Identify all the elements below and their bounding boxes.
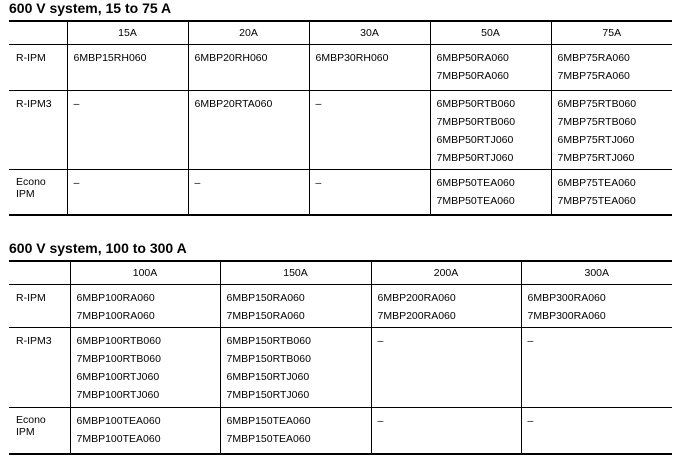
part-number: 6MBP20RTA060 [194, 98, 273, 110]
part-number: 7MBP50TEA060 [436, 195, 515, 207]
header-row [9, 21, 672, 45]
table-cell [309, 170, 430, 215]
table-cell [309, 45, 430, 91]
row-label [9, 91, 67, 170]
header-row [9, 261, 672, 285]
table-cell [521, 285, 672, 328]
part-number: 6MBP150TEA060 [226, 415, 311, 427]
part-number: 6MBP50RTJ060 [436, 134, 514, 146]
part-number: 7MBP200RA060 [377, 310, 456, 322]
part-number: 7MBP150RTJ060 [226, 389, 310, 401]
table-cell [67, 45, 188, 91]
part-number: 7MBP100RTJ060 [76, 389, 160, 401]
part-number: 7MBP300RA060 [527, 310, 606, 322]
part-number: – [315, 177, 322, 189]
table-cell [70, 285, 220, 328]
column-header: 50A [430, 21, 551, 45]
table-cell [220, 285, 371, 328]
part-number: – [73, 177, 80, 189]
part-number: 6MBP30RH060 [315, 52, 389, 64]
part-number: 6MBP50RA060 [436, 52, 509, 64]
part-number: 7MBP50RTJ060 [436, 152, 514, 164]
part-number: 6MBP75RTJ060 [557, 134, 635, 146]
part-number: 7MBP100TEA060 [76, 433, 161, 445]
table-cell [70, 408, 220, 454]
part-number: 7MBP100RTB060 [76, 353, 161, 365]
column-header: 30A [309, 21, 430, 45]
row-label [9, 285, 70, 328]
row-label-text: R-IPM [16, 52, 46, 64]
table-row [9, 285, 672, 328]
column-header: 20A [188, 21, 309, 45]
part-number: 6MBP200RA060 [377, 292, 456, 304]
table-row [9, 408, 672, 454]
part-number: 6MBP150RTB060 [226, 335, 311, 347]
table-cell [188, 170, 309, 215]
part-number: 6MBP100RA060 [76, 292, 155, 304]
row-label-text: R-IPM3 [16, 335, 52, 347]
part-number: 6MBP75RTB060 [557, 98, 637, 110]
part-number: – [315, 98, 322, 110]
column-header: 100A [70, 261, 220, 285]
row-label [9, 408, 70, 454]
table-cell [309, 91, 430, 170]
header-corner [9, 261, 70, 285]
part-number: – [73, 98, 80, 110]
part-number: 7MBP75RTB060 [557, 116, 637, 128]
table-600v-15-75a [9, 20, 672, 216]
part-number: 6MBP150RA060 [226, 292, 305, 304]
part-number: 6MBP75RA060 [557, 52, 630, 64]
section-title-100-300a: 600 V system, 100 to 300 A [9, 240, 187, 256]
part-number: 6MBP150RTJ060 [226, 371, 310, 383]
table-cell [371, 285, 521, 328]
part-number: 7MBP50RA060 [436, 70, 509, 82]
part-number: 6MBP100RTB060 [76, 335, 161, 347]
part-number: 6MBP50TEA060 [436, 177, 515, 189]
part-number: – [194, 177, 201, 189]
table-cell [430, 45, 551, 91]
table-cell [371, 328, 521, 408]
column-header: 200A [371, 261, 521, 285]
column-header: 15A [67, 21, 188, 45]
table-600v-100-300a [9, 260, 672, 455]
table-cell [70, 328, 220, 408]
row-label-text: R-IPM3 [16, 98, 52, 110]
column-header: 150A [220, 261, 371, 285]
table-cell [371, 408, 521, 454]
table-cell [220, 328, 371, 408]
table-cell [551, 91, 672, 170]
part-number: 7MBP75RA060 [557, 70, 630, 82]
table-cell [551, 45, 672, 91]
row-label-text: IPM [16, 188, 35, 200]
header-corner [9, 21, 67, 45]
part-number: 6MBP20RH060 [194, 52, 268, 64]
table-row [9, 170, 672, 215]
table-cell [188, 45, 309, 91]
column-header: 300A [521, 261, 672, 285]
part-number: 7MBP100RA060 [76, 310, 155, 322]
table-cell [188, 91, 309, 170]
table-cell [430, 170, 551, 215]
table-row [9, 91, 672, 170]
table-cell [67, 170, 188, 215]
table-cell [521, 328, 672, 408]
part-number: 7MBP150RA060 [226, 310, 305, 322]
column-header: 75A [551, 21, 672, 45]
table-cell [220, 408, 371, 454]
part-number: 7MBP50RTB060 [436, 116, 516, 128]
row-label-text: IPM [16, 426, 35, 438]
table-row [9, 328, 672, 408]
part-number: – [527, 415, 534, 427]
part-number: – [377, 415, 384, 427]
row-label [9, 170, 67, 215]
table-cell [67, 91, 188, 170]
part-number: 7MBP75RTJ060 [557, 152, 635, 164]
row-label-text: Econo [16, 176, 46, 188]
part-number: 6MBP75TEA060 [557, 177, 636, 189]
table-cell [521, 408, 672, 454]
table-cell [551, 170, 672, 215]
row-label [9, 328, 70, 408]
table-row [9, 45, 672, 91]
part-number: 6MBP100RTJ060 [76, 371, 160, 383]
row-label-text: R-IPM [16, 292, 46, 304]
part-number: 6MBP50RTB060 [436, 98, 516, 110]
row-label-text: Econo [16, 414, 46, 426]
section-title-15-75a: 600 V system, 15 to 75 A [9, 0, 172, 16]
part-number: 6MBP100TEA060 [76, 415, 161, 427]
part-number: 6MBP15RH060 [73, 52, 147, 64]
row-label [9, 45, 67, 91]
part-number: 7MBP75TEA060 [557, 195, 636, 207]
part-number: – [377, 335, 384, 347]
part-number: 6MBP300RA060 [527, 292, 606, 304]
table-cell [430, 91, 551, 170]
part-number: – [527, 335, 534, 347]
part-number: 7MBP150RTB060 [226, 353, 311, 365]
part-number: 7MBP150TEA060 [226, 433, 311, 445]
